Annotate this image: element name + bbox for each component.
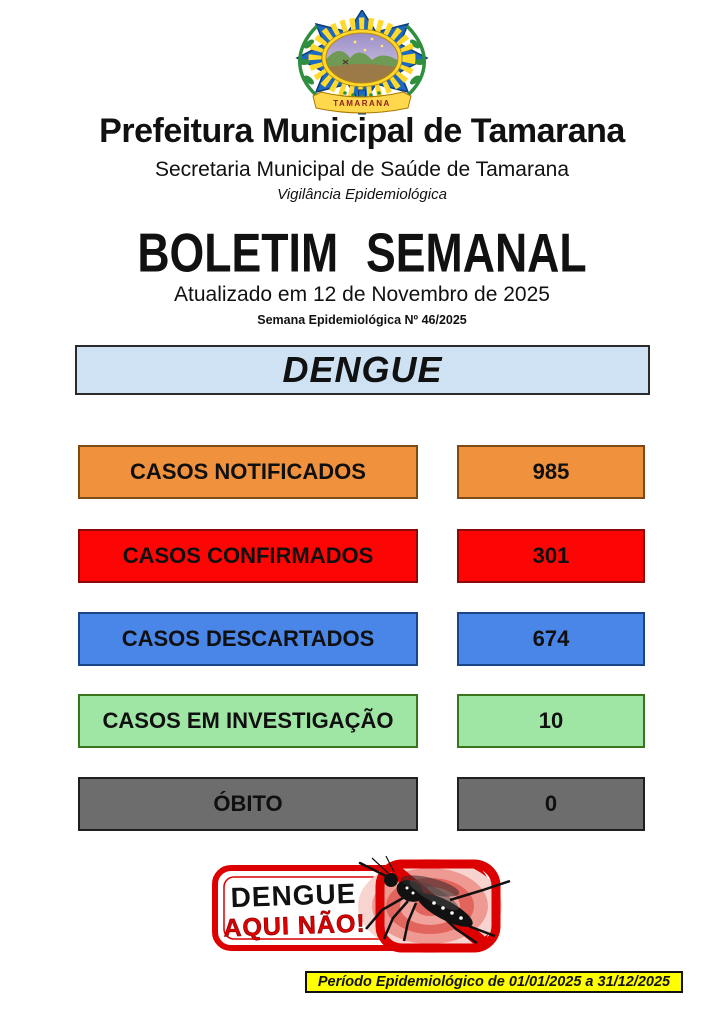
stat-label-notificados: CASOS NOTIFICADOS bbox=[78, 445, 418, 499]
stat-label-descartados: CASOS DESCARTADOS bbox=[78, 612, 418, 666]
coat-of-arms-icon bbox=[282, 10, 442, 116]
bulletin-title: BOLETIM SEMANAL bbox=[137, 222, 587, 284]
stamp-line2: AQUI NÃO! bbox=[222, 909, 367, 943]
stat-value-descartados: 674 bbox=[457, 612, 645, 666]
epidemiological-period-banner: Período Epidemiológico de 01/01/2025 a 31/12/2025 bbox=[305, 971, 683, 993]
stat-value-obito: 0 bbox=[457, 777, 645, 831]
disease-banner: DENGUE bbox=[75, 345, 650, 395]
stat-label-investigacao: CASOS EM INVESTIGAÇÃO bbox=[78, 694, 418, 748]
stat-value-confirmados: 301 bbox=[457, 529, 645, 583]
stat-value-investigacao: 10 bbox=[457, 694, 645, 748]
logo-banner-text: TAMARANA bbox=[333, 99, 391, 108]
dept-title: Secretaria Municipal de Saúde de Tamarana bbox=[154, 158, 570, 181]
stamp-line1: DENGUE bbox=[230, 877, 357, 914]
tamarana-coat-of-arms-logo bbox=[282, 10, 442, 116]
unit-title: Vigilância Epidemiológica bbox=[277, 186, 447, 203]
updated-date: Atualizado em 12 de Novembro de 2025 bbox=[174, 283, 550, 306]
epidemiological-week: Semana Epidemiológica Nº 46/2025 bbox=[257, 313, 467, 327]
stat-label-obito: ÓBITO bbox=[78, 777, 418, 831]
stat-label-confirmados: CASOS CONFIRMADOS bbox=[78, 529, 418, 583]
org-title: Prefeitura Municipal de Tamarana bbox=[99, 112, 625, 150]
dengue-aqui-nao-stamp bbox=[198, 850, 546, 964]
stat-value-notificados: 985 bbox=[457, 445, 645, 499]
no-dengue-mosquito-icon bbox=[198, 850, 546, 964]
